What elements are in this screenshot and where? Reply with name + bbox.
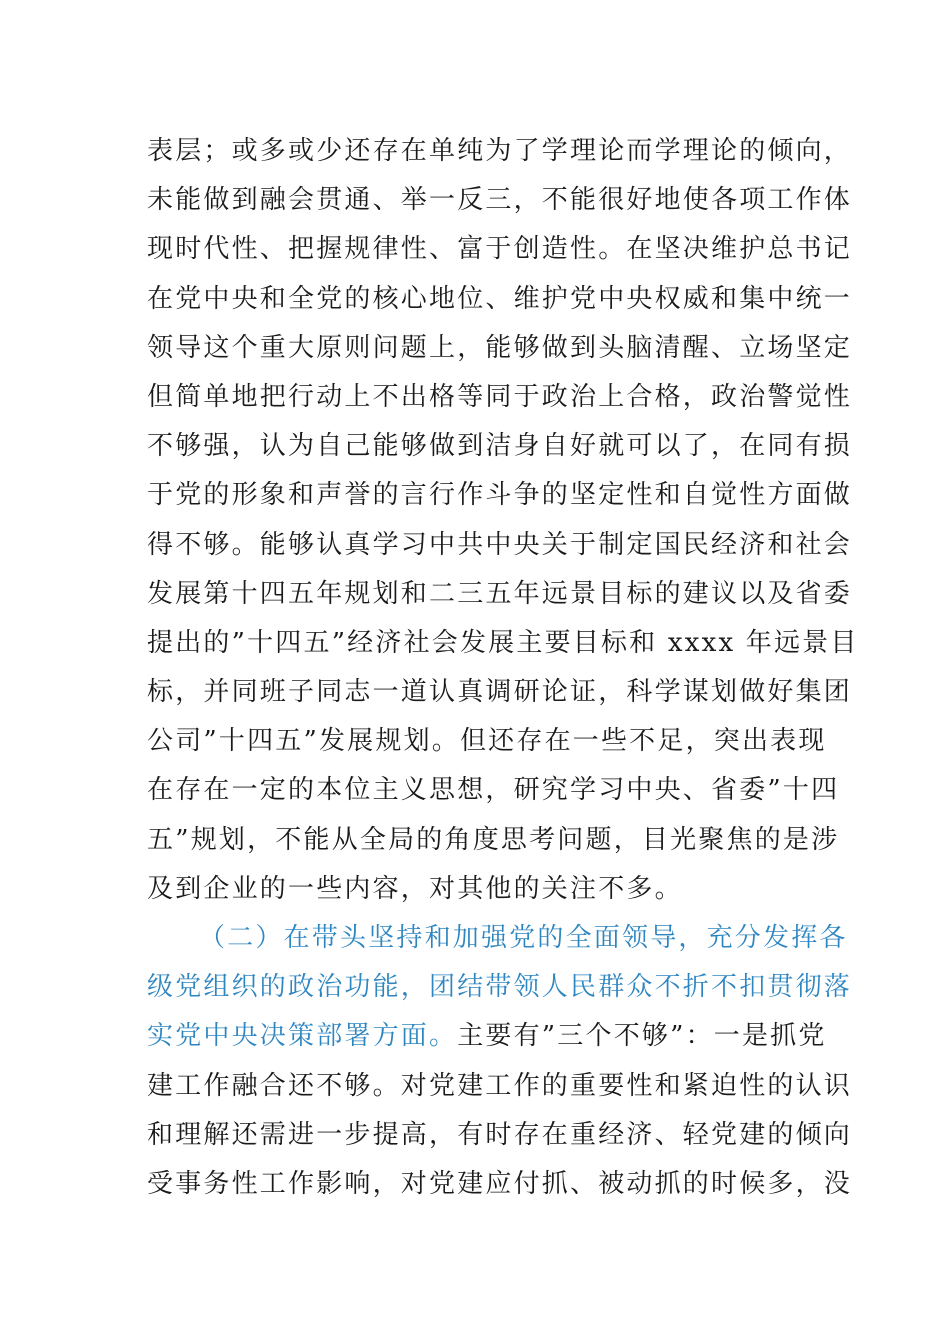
body-line: 于党的形象和声誉的言行作斗争的坚定性和自觉性方面做 — [147, 480, 853, 511]
body-line: 建工作融合还不够。对党建工作的重要性和紧迫性的认识 — [147, 1070, 853, 1101]
body-line: 标，并同班子同志一道认真调研论证，科学谋划做好集团 — [147, 677, 853, 708]
body-line: 得不够。能够认真学习中共中央关于制定国民经济和社会 — [147, 529, 853, 560]
body-line: 公司”十四五”发展规划。但还存在一些不足，突出表现 — [147, 726, 827, 757]
body-line: 现时代性、把握规律性、富于创造性。在坚决维护总书记 — [147, 234, 853, 265]
body-line: 表层；或多或少还存在单纯为了学理论而学理论的倾向， — [147, 136, 853, 166]
body-line: 发展第十四五年规划和二三五年远景目标的建议以及省委 — [147, 578, 853, 609]
body-line: 领导这个重大原则问题上，能够做到头脑清醒、立场坚定 — [147, 332, 853, 363]
document-body — [147, 127, 859, 1209]
body-line: 但简单地把行动上不出格等同于政治上合格，政治警觉性 — [147, 381, 853, 412]
body-line: 受事务性工作影响，对党建应付抓、被动抓的时候多，没 — [147, 1168, 853, 1199]
body-line: 提出的”十四五”经济社会发展主要目标和 xxxx 年远景目 — [147, 627, 859, 658]
body-line: 在存在一定的本位主义思想，研究学习中央、省委”十四 — [147, 775, 840, 806]
body-line: 五”规划，不能从全局的角度思考问题，目光聚焦的是涉 — [147, 824, 840, 855]
body-line: 及到企业的一些内容，对其他的关注不多。 — [147, 873, 683, 904]
mixed-line — [147, 1012, 827, 1061]
body-line: 和理解还需进一步提高，有时存在重经济、轻党建的倾向 — [147, 1119, 853, 1150]
body-line: 在党中央和全党的核心地位、维护党中央权威和集中统一 — [147, 283, 853, 314]
section-heading-line: （二）在带头坚持和加强党的全面领导，充分发挥各 — [199, 923, 848, 953]
body-line: 未能做到融会贯通、举一反三，不能很好地使各项工作体 — [147, 185, 853, 216]
body-line: 不够强，认为自己能够做到洁身自好就可以了，在同有损 — [147, 431, 853, 462]
body-text-start: 主要有”三个不够”：一是抓党 — [457, 1021, 827, 1052]
section-heading-line: 级党组织的政治功能，团结带领人民群众不折不扣贯彻落 — [147, 972, 853, 1003]
section-heading-end: 实党中央决策部署方面。 — [147, 1021, 458, 1052]
